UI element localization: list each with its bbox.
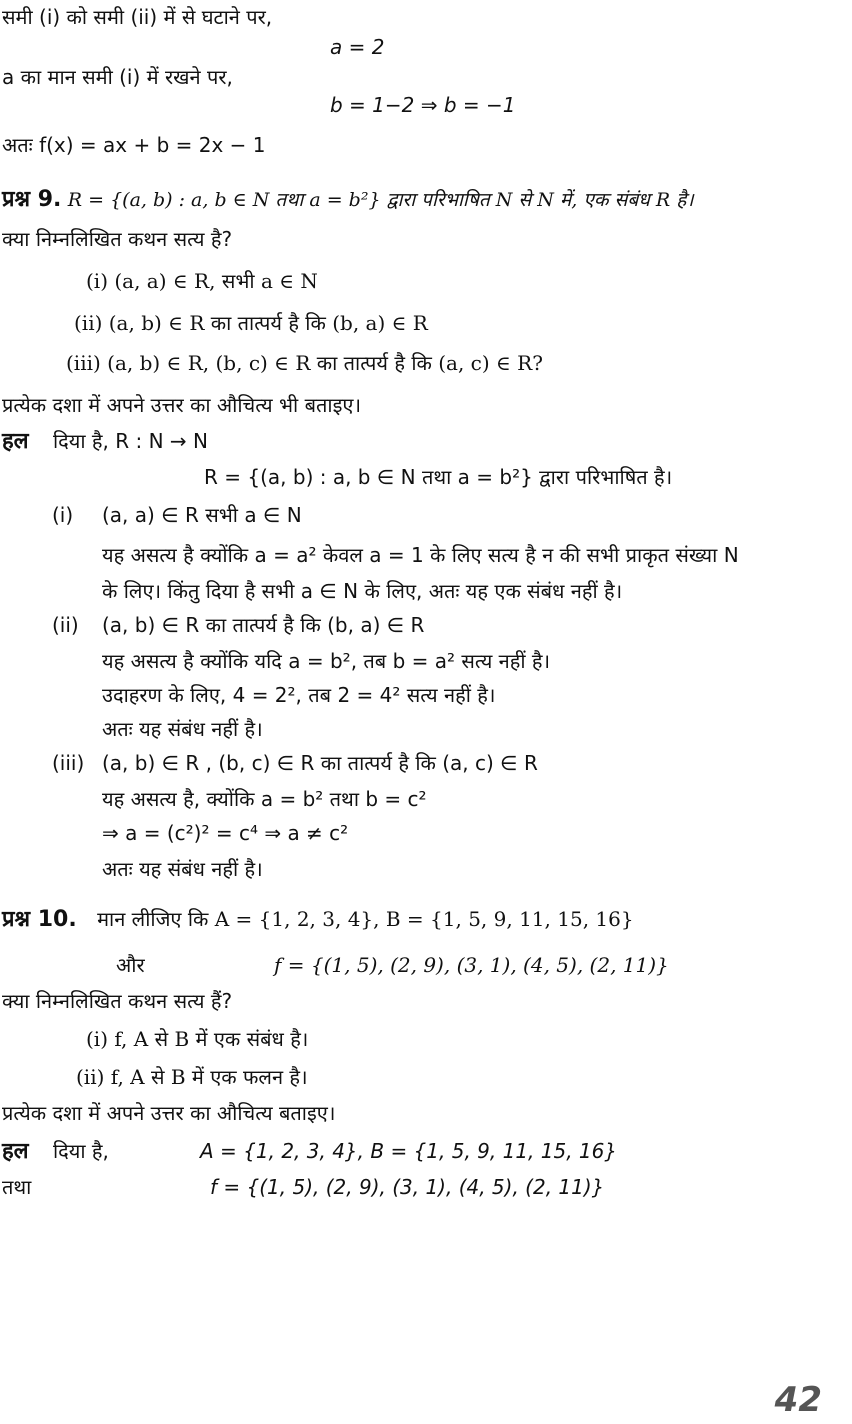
question-ask: क्या निम्नलिखित कथन सत्य हैं? bbox=[2, 989, 233, 1013]
equation-line: a = 2 bbox=[330, 35, 385, 59]
question-label: प्रश्न 9. bbox=[2, 187, 62, 212]
question-statement: R = {(a, b) : a, b ∈ N तथा a = b²} द्वारा परिभाषित N से N में, एक संबंध R है। bbox=[67, 189, 694, 211]
question-10 bbox=[2, 906, 634, 933]
text-line: a का मान समी (i) में रखने पर, bbox=[2, 65, 233, 89]
part-heading: (a, b) ∈ R , (b, c) ∈ R का तात्पर्य है कि (a, c) ∈ R bbox=[102, 751, 538, 775]
text-line: समी (i) को समी (ii) में से घटाने पर, bbox=[2, 5, 273, 29]
part-heading: (a, a) ∈ R सभी a ∈ N bbox=[102, 503, 302, 527]
sets-definition: A = {1, 2, 3, 4}, B = {1, 5, 9, 11, 15, 16} bbox=[200, 1139, 618, 1163]
question-9 bbox=[2, 186, 694, 213]
solution-10-header bbox=[2, 1138, 109, 1165]
part-heading: (a, b) ∈ R का तात्पर्य है कि (b, a) ∈ R bbox=[102, 613, 425, 637]
and-label: और bbox=[116, 953, 145, 977]
and-label: तथा bbox=[2, 1175, 32, 1199]
list-item: (i) f, A से B में एक संबंध है। bbox=[86, 1027, 309, 1051]
function-definition: f = {(1, 5), (2, 9), (3, 1), (4, 5), (2, 11)} bbox=[210, 1175, 605, 1199]
question-justify: प्रत्येक दशा में अपने उत्तर का औचित्य बताइए। bbox=[2, 1101, 336, 1125]
question-justify: प्रत्येक दशा में अपने उत्तर का औचित्य भी बताइए। bbox=[2, 393, 362, 417]
solution-label: हल bbox=[2, 429, 29, 454]
list-item: (ii) (a, b) ∈ R का तात्पर्य है कि (b, a) ∈ R bbox=[74, 311, 428, 335]
part-line: यह असत्य है क्योंकि यदि a = b², तब b = a² सत्य नहीं है। bbox=[102, 649, 551, 673]
question-statement: मान लीजिए कि A = {1, 2, 3, 4}, B = {1, 5, 9, 11, 15, 16} bbox=[97, 907, 634, 931]
part-number: (ii) bbox=[52, 613, 79, 637]
part-line: यह असत्य है क्योंकि a = a² केवल a = 1 के लिए सत्य है न की सभी प्राकृत संख्या N bbox=[102, 543, 739, 567]
page-number: 42 bbox=[774, 1380, 822, 1420]
solution-given: दिया है, bbox=[52, 1139, 109, 1163]
part-number: (i) bbox=[52, 503, 74, 527]
conclusion-line: अतः f(x) = ax + b = 2x − 1 bbox=[2, 133, 266, 157]
list-item: (ii) f, A से B में एक फलन है। bbox=[76, 1065, 308, 1089]
part-line: अतः यह संबंध नहीं है। bbox=[102, 857, 263, 881]
solution-label: हल bbox=[2, 1139, 29, 1164]
question-ask: क्या निम्नलिखित कथन सत्य है? bbox=[2, 227, 233, 251]
definition-line: R = {(a, b) : a, b ∈ N तथा a = b²} द्वारा परिभाषित है। bbox=[204, 465, 673, 489]
part-line: अतः यह संबंध नहीं है। bbox=[102, 717, 263, 741]
part-line: यह असत्य है, क्योंकि a = b² तथा b = c² bbox=[102, 787, 427, 811]
part-line: के लिए। किंतु दिया है सभी a ∈ N के लिए, अतः यह एक संबंध नहीं है। bbox=[102, 579, 623, 603]
part-line: ⇒ a = (c²)² = c⁴ ⇒ a ≠ c² bbox=[102, 821, 349, 845]
equation-line: b = 1−2 ⇒ b = −1 bbox=[330, 93, 516, 117]
question-label: प्रश्न 10. bbox=[2, 907, 77, 932]
part-line: उदाहरण के लिए, 4 = 2², तब 2 = 4² सत्य नहीं है। bbox=[102, 683, 496, 707]
part-number: (iii) bbox=[52, 751, 85, 775]
solution-given: दिया है, R : N → N bbox=[52, 429, 208, 453]
solution-9-header bbox=[2, 428, 208, 455]
list-item: (i) (a, a) ∈ R, सभी a ∈ N bbox=[86, 269, 318, 293]
function-definition: f = {(1, 5), (2, 9), (3, 1), (4, 5), (2, 11)} bbox=[274, 953, 669, 977]
list-item: (iii) (a, b) ∈ R, (b, c) ∈ R का तात्पर्य है कि (a, c) ∈ R? bbox=[66, 351, 543, 375]
